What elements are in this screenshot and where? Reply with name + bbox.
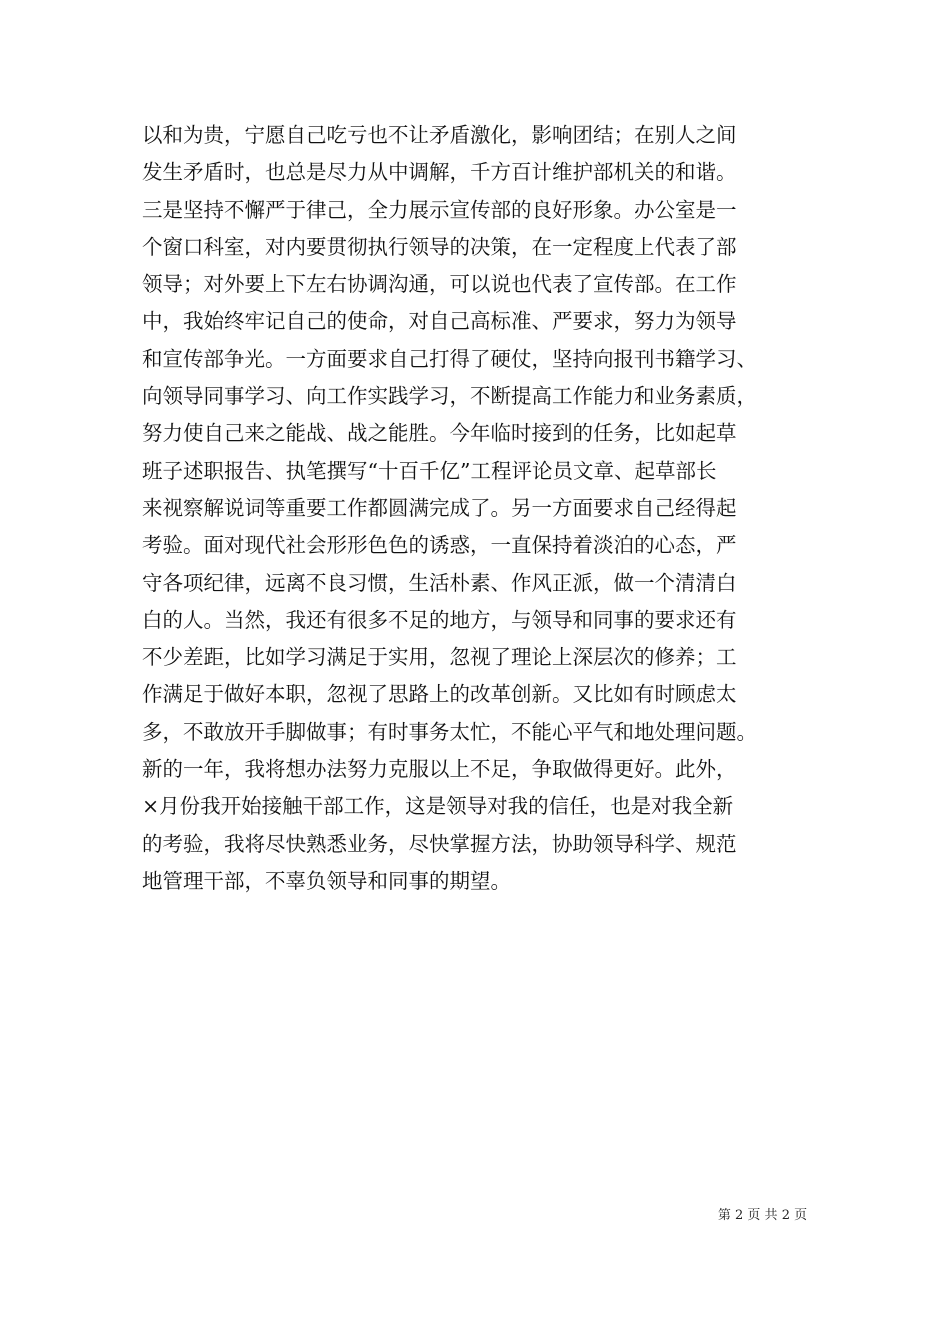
text-line: ×月份我开始接触干部工作，这是领导对我的信任，也是对我全新	[142, 794, 734, 819]
text-line: 多，不敢放开手脚做事；有时事务太忙，不能心平气和地处理问题。	[142, 719, 757, 744]
text-line: 和宣传部争光。一方面要求自己打得了硬仗，坚持向报刊书籍学习、	[142, 346, 757, 371]
text-line: 考验。面对现代社会形形色色的诱惑，一直保持着淡泊的心态，严	[142, 533, 737, 558]
text-line: 守各项纪律，远离不良习惯，生活朴素、作风正派，做一个清清白	[142, 570, 737, 595]
body-paragraph	[142, 117, 842, 900]
text-line: 发生矛盾时，也总是尽力从中调解，千方百计维护部机关的和谐。	[142, 160, 737, 185]
text-line: 个窗口科室，对内要贯彻执行领导的决策，在一定程度上代表了部	[142, 234, 737, 259]
text-line: 的考验，我将尽快熟悉业务，尽快掌握方法，协助领导科学、规范	[142, 831, 737, 856]
text-line: 白的人。当然，我还有很多不足的地方，与领导和同事的要求还有	[142, 607, 737, 632]
text-line: 作满足于做好本职，忽视了思路上的改革创新。又比如有时顾虑太	[142, 682, 737, 707]
text-line: 以和为贵，宁愿自己吃亏也不让矛盾激化，影响团结；在别人之间	[142, 123, 737, 147]
text-line: 不少差距，比如学习满足于实用，忽视了理论上深层次的修养；工	[142, 645, 737, 670]
text-line: 来视察解说词等重要工作都圆满完成了。另一方面要求自己经得起	[142, 495, 737, 520]
text-line: 努力使自己来之能战、战之能胜。今年临时接到的任务，比如起草	[142, 421, 737, 446]
text-line: 领导；对外要上下左右协调沟通，可以说也代表了宣传部。在工作	[142, 272, 737, 297]
text-line: 班子述职报告、执笔撰写“十百千亿”工程评论员文章、起草部长	[142, 458, 717, 483]
text-line: 地管理干部，不辜负领导和同事的期望。	[142, 868, 511, 893]
page-number: 第 2 页 共 2 页	[717, 1208, 808, 1223]
text-line: 三是坚持不懈严于律己，全力展示宣传部的良好形象。办公室是一	[142, 197, 737, 222]
text-line: 中，我始终牢记自己的使命，对自己高标准、严要求，努力为领导	[142, 309, 737, 334]
page-footer	[0, 1204, 950, 1223]
text-line: 向领导同事学习、向工作实践学习，不断提高工作能力和业务素质，	[142, 384, 757, 409]
text-line: 新的一年，我将想办法努力克服以上不足，争取做得更好。此外，	[142, 757, 737, 782]
